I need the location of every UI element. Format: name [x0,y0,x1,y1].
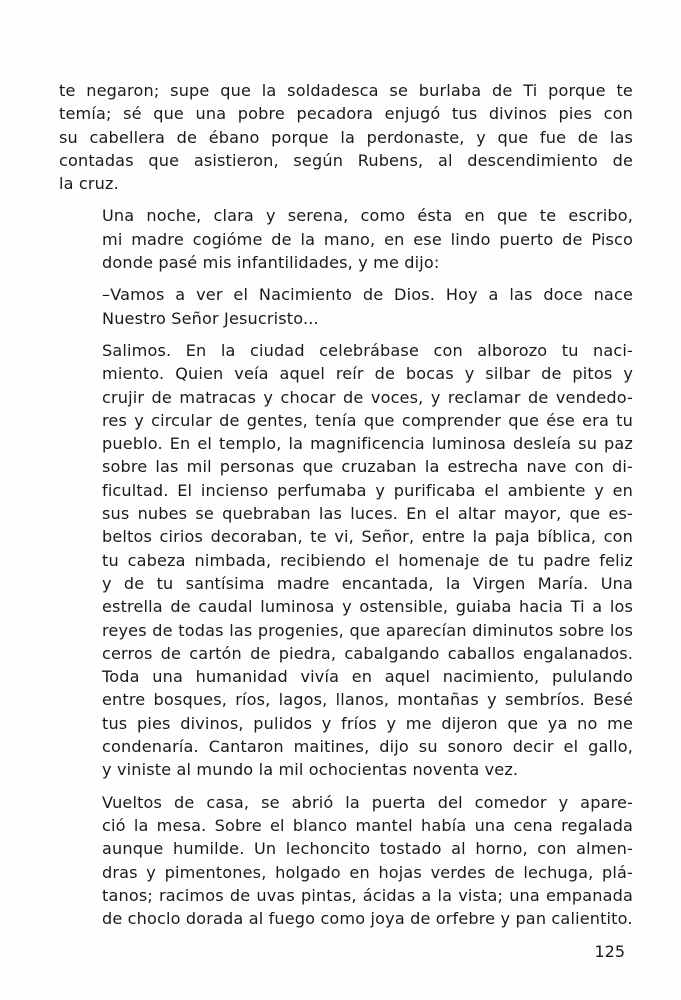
text-line: la cruz. [59,174,119,194]
paragraph [59,204,633,274]
text-line: de choclo dorada al fuego como joya de orfebre y pan calientito. [102,909,633,929]
text-line: Una noche, clara y serena, como ésta en que te escribo, [102,206,633,226]
text-line: beltos cirios decoraban, te vi, Señor, entre la paja bíblica, con [102,527,633,547]
text-line: sus nubes se quebraban las luces. En el altar mayor, que es- [102,504,633,524]
text-line: contadas que asistieron, según Rubens, al descendimiento de [59,150,633,170]
text-line: Toda una humanidad vivía en aquel nacimiento, pululando [102,667,633,687]
text-line: tu cabeza nimbada, recibiendo el homenaje de tu padre feliz [102,550,633,570]
text-line: donde pasé mis infantilidades, y me dijo: [102,253,440,273]
text-line: crujir de matracas y chocar de voces, y reclamar de vendedo- [102,387,633,407]
text-line: tus pies divinos, pulidos y fríos y me dijeron que ya no me [102,713,633,733]
text-line: ció la mesa. Sobre el blanco mantel había una cena regalada [102,815,633,835]
text-line: y de tu santísima madre encantada, la Virgen María. Una [102,573,633,593]
text-line: Nuestro Señor Jesucristo... [102,308,319,328]
text-line: Vueltos de casa, se abrió la puerta del comedor y apare- [102,792,633,812]
text-line: estrella de caudal luminosa y ostensible, guiaba hacia Ti a los [102,597,633,617]
text-line: dras y pimentones, holgado en hojas verdes de lechuga, plá- [102,862,633,882]
text-line: su cabellera de ébano porque la perdonaste, y que fue de las [59,127,633,147]
paragraph [59,791,633,931]
text-line: condenaría. Cantaron maitines, dijo su sonoro decir el gallo, [102,737,633,757]
text-line: aunque humilde. Un lechoncito tostado al horno, con almen- [102,839,633,859]
paragraph [59,339,633,782]
paragraph [59,283,633,330]
text-line: tanos; racimos de uvas pintas, ácidas a la vista; una empanada [102,885,633,905]
body-text [59,79,633,939]
text-line: res y circular de gentes, tenía que comprender que ése era tu [102,410,633,430]
text-line: te negaron; supe que la soldadesca se burlaba de Ti porque te [59,81,633,100]
text-line: cerros de cartón de piedra, cabalgando caballos engalanados. [102,643,633,663]
paragraph [59,79,633,195]
text-line: entre bosques, ríos, lagos, llanos, montañas y sembríos. Besé [102,690,633,710]
text-line: temía; sé que una pobre pecadora enjugó tus divinos pies con [59,104,633,124]
text-line: miento. Quien veía aquel reír de bocas y silbar de pitos y [102,364,633,384]
text-line: y viniste al mundo la mil ochocientas noventa vez. [102,760,519,780]
text-line: mi madre cogióme de la mano, en ese lindo puerto de Pisco [102,229,633,249]
text-line: ficultad. El incienso perfumaba y purificaba el ambiente y en [102,480,633,500]
text-line: –Vamos a ver el Nacimiento de Dios. Hoy a las doce nace [102,285,633,305]
text-line: pueblo. En el templo, la magnificencia luminosa desleía su paz [102,434,633,454]
text-line: reyes de todas las progenies, que aparecían diminutos sobre los [102,620,633,640]
text-line: Salimos. En la ciudad celebrábase con alborozo tu naci- [102,340,633,360]
page-number: 125 [594,942,625,961]
text-line: sobre las mil personas que cruzaban la estrecha nave con di- [102,457,633,477]
